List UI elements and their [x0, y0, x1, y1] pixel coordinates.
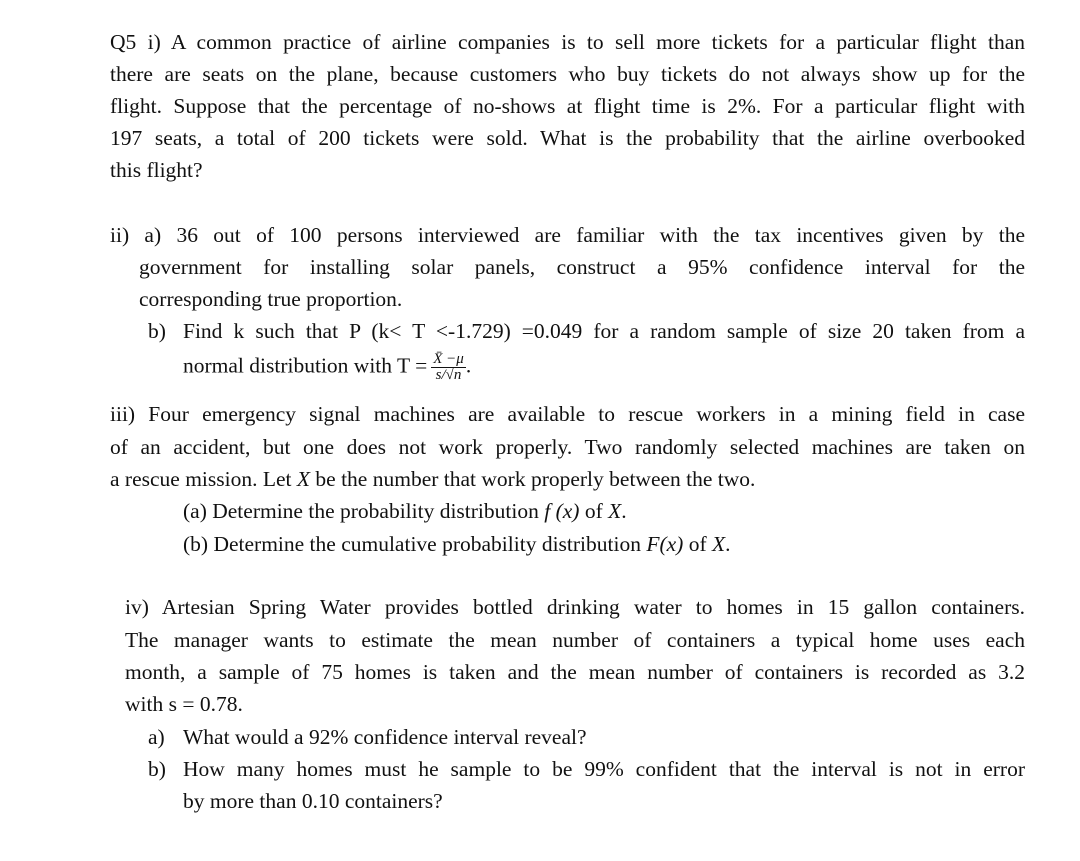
- text-line: corresponding true proportion.: [139, 287, 403, 311]
- text: of: [579, 499, 609, 523]
- formula-line: [183, 352, 471, 383]
- text: .: [621, 499, 627, 523]
- text-line: with s = 0.78.: [125, 692, 243, 716]
- variable: X: [296, 467, 311, 491]
- variable: X: [712, 532, 726, 556]
- text-line: The manager wants to estimate the mean number of containers a typical home uses each: [125, 628, 1025, 652]
- text-line: month, a sample of 75 homes is taken and the mean number of containers is recorded as 3.2: [125, 660, 1025, 684]
- text-line: of an accident, but one does not work properly. Two randomly selected machines are taken on: [110, 435, 1025, 459]
- text-line: [110, 466, 755, 492]
- text-line: ii) a) 36 out of 100 persons interviewed are familiar with the tax incentives given by the: [110, 223, 1025, 247]
- text-line: What would a 92% confidence interval reveal?: [183, 725, 587, 749]
- text-line: iv) Artesian Spring Water provides bottled drinking water to homes in 15 gallon containers.: [125, 595, 1025, 619]
- text-line: 197 seats, a total of 200 tickets were sold. What is the probability that the airline overbooked: [110, 126, 1025, 150]
- variable: F(x): [646, 532, 684, 556]
- item-label: b): [148, 319, 166, 343]
- text-line: [183, 498, 627, 524]
- text-line: there are seats on the plane, because customers who buy tickets do not always show up for the: [110, 62, 1025, 86]
- variable: f (x): [544, 499, 580, 523]
- text-line: government for installing solar panels, construct a 95% confidence interval for the: [139, 255, 1025, 279]
- text-line: How many homes must he sample to be 99% confident that the interval is not in error: [183, 757, 1025, 781]
- period: .: [465, 353, 472, 378]
- text: (b) Determine the cumulative probability distribution: [183, 532, 647, 556]
- text-line: iii) Four emergency signal machines are available to rescue workers in a mining field in case: [110, 402, 1025, 426]
- variable: X: [608, 499, 622, 523]
- text: (a) Determine the probability distribution: [183, 499, 545, 523]
- text: a rescue mission. Let: [110, 467, 297, 491]
- text: of: [683, 532, 713, 556]
- item-label: a): [148, 725, 165, 749]
- formula-denominator: s/√n: [435, 367, 462, 383]
- text-line: this flight?: [110, 158, 203, 182]
- text-line: by more than 0.10 containers?: [183, 789, 443, 813]
- text: be the number that work properly between the two.: [310, 467, 756, 491]
- text: normal distribution with T =: [183, 353, 428, 378]
- text-line: [183, 531, 731, 557]
- text-line: flight. Suppose that the percentage of no-shows at flight time is 2%. For a particular flight with: [110, 94, 1025, 118]
- item-label: b): [148, 757, 166, 781]
- t-statistic-formula: [431, 352, 466, 383]
- text: .: [725, 532, 731, 556]
- formula-numerator: X̄ −μ: [433, 351, 464, 367]
- text-line: Find k such that P (k< T <-1.729) =0.049 for a random sample of size 20 taken from a: [183, 319, 1025, 343]
- text-line: Q5 i) A common practice of airline companies is to sell more tickets for a particular flight than: [110, 30, 1025, 54]
